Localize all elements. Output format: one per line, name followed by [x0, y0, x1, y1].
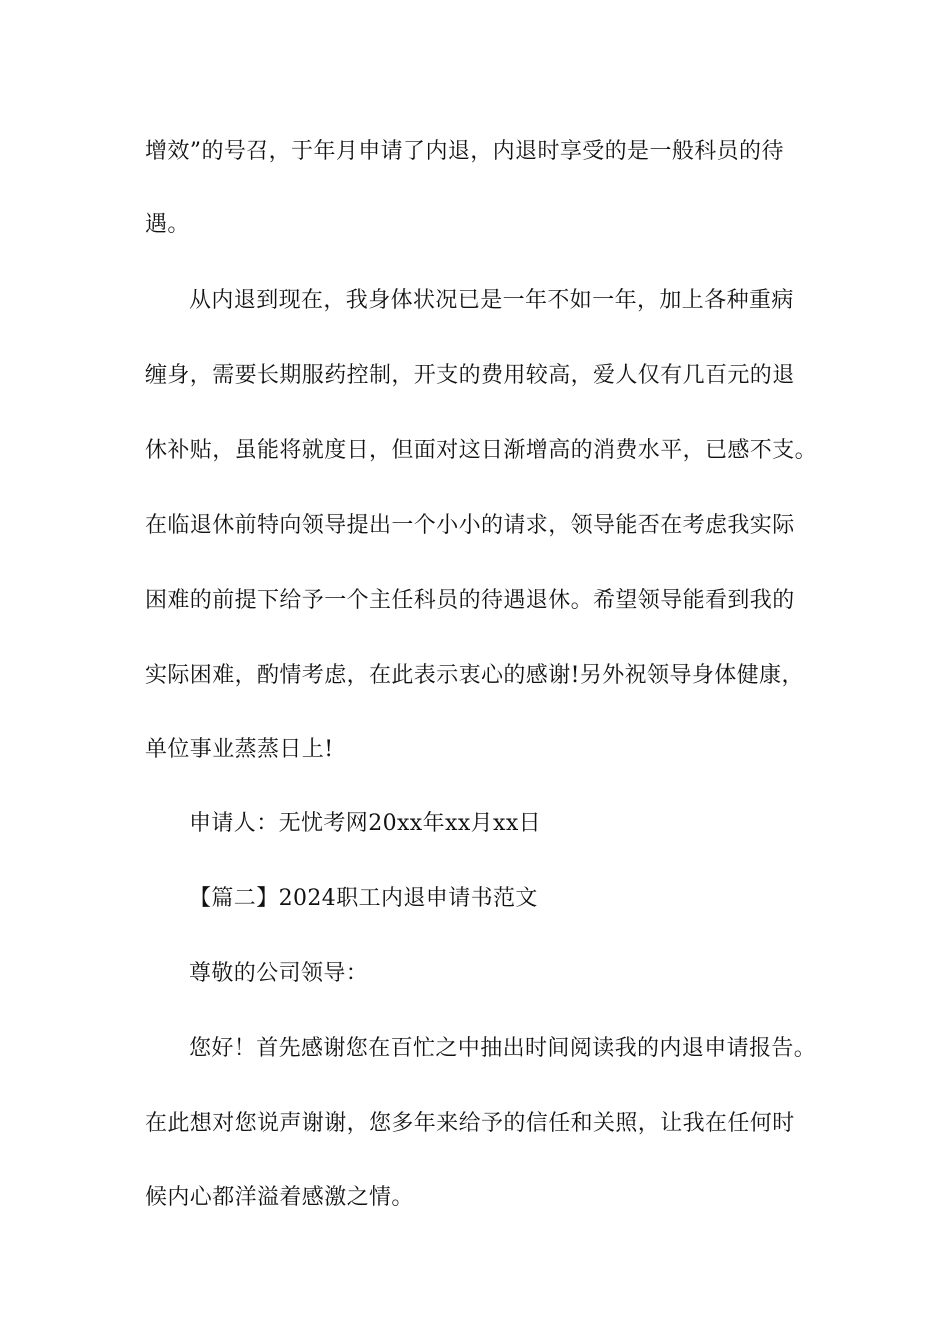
body-text-line: 实际困难，酌情考虑，在此表示衷心的感谢!另外祝领导身体健康， — [145, 663, 804, 688]
body-text-line: 单位事业蒸蒸日上! — [145, 737, 334, 762]
body-text-line: 缠身，需要长期服药控制，开支的费用较高，爱人仅有几百元的退 — [145, 363, 795, 388]
body-text-line: 候内心都洋溢着感激之情。 — [145, 1185, 414, 1210]
body-text-line: 休补贴，虽能将就度日，但面对这日渐增高的消费水平，已感不支。 — [145, 438, 818, 463]
paragraph-start-line: 从内退到现在，我身体状况已是一年不如一年，加上各种重病 — [189, 288, 794, 313]
body-text-line: 在此想对您说声谢谢，您多年来给予的信任和关照，让我在任何时 — [145, 1111, 795, 1136]
body-text-line: 在临退休前特向领导提出一个小小的请求，领导能否在考虑我实际 — [145, 513, 795, 538]
applicant-signature-line: 申请人：无忧考网20xx年xx月xx日 — [189, 811, 542, 836]
section-heading: 【篇二】2024职工内退申请书范文 — [189, 886, 538, 911]
salutation-line: 尊敬的公司领导： — [189, 961, 369, 986]
body-text-line: 遇。 — [145, 212, 190, 237]
body-text-line: 增效”的号召，于年月申请了内退，内退时享受的是一般科员的待 — [145, 139, 784, 164]
body-text-line: 困难的前提下给予一个主任科员的待遇退休。希望领导能看到我的 — [145, 588, 795, 613]
paragraph-start-line: 您好！首先感谢您在百忙之中抽出时间阅读我的内退申请报告。 — [189, 1036, 817, 1061]
